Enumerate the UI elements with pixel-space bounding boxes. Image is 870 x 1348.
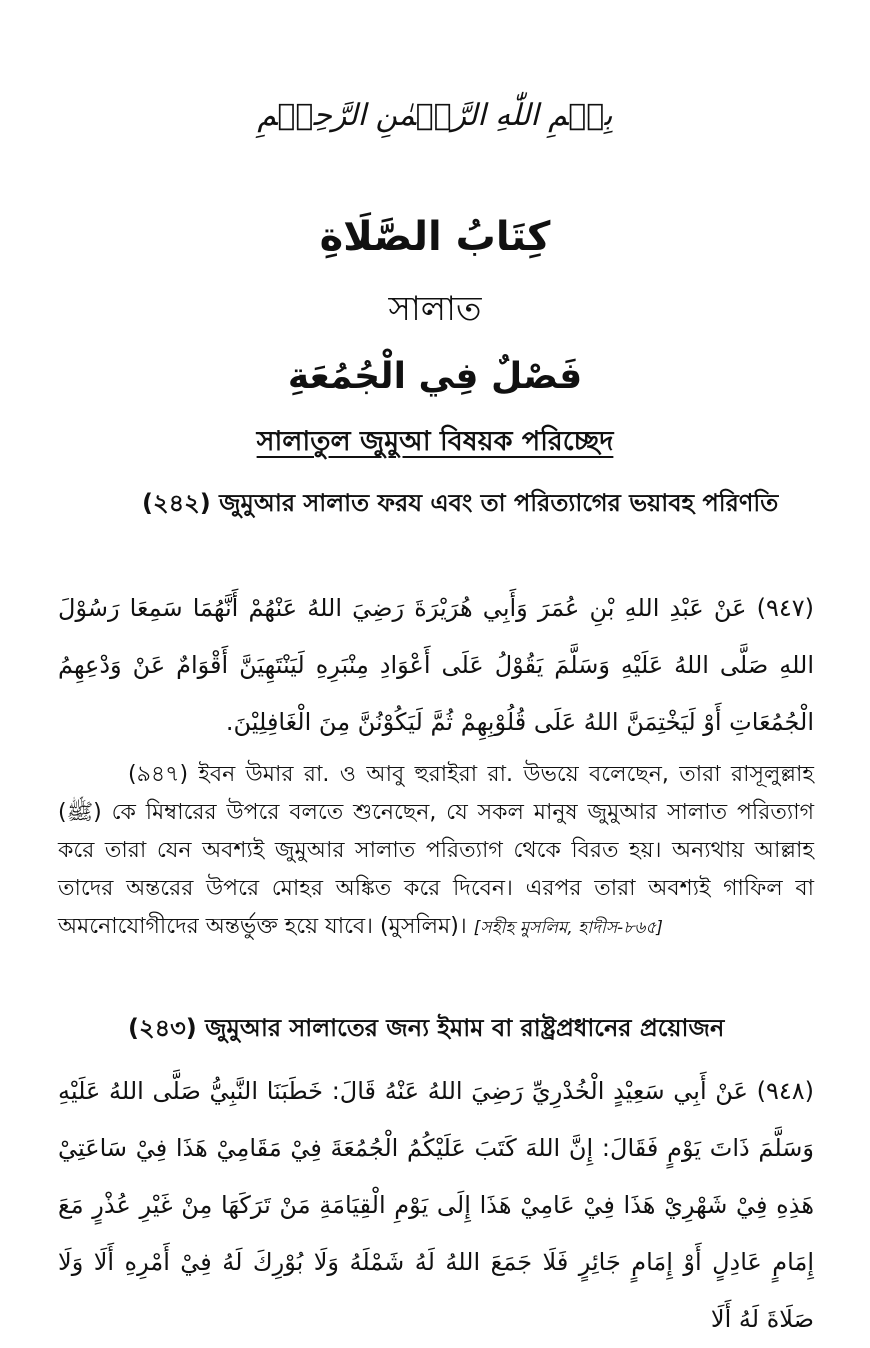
book-title-arabic: كِتَابُ الصَّلَاةِ — [319, 214, 551, 260]
chapter-title-bengali: সালাত — [388, 289, 482, 329]
section-title-bengali — [0, 420, 870, 464]
hadith-947-arabic: (٩٤٧) عَنْ عَبْدِ اللهِ بْنِ عُمَرَ وَأَبِي هُرَيْرَةَ رَضِيَ اللهُ عَنْهُمْ أَنَّهُمَا سَمِعَا رَسُوْلَ اللهِ صَلَّى اللهُ عَلَيْهِ وَسَلَّمَ يَقُوْلُ عَلَى أَعْوَادِ مِنْبَرِهِ لَيَنْتَهِيَنَّ أَقْوَامٌ عَنْ وَدْعِهِمُ الْجُمُعَاتِ أَوْ لَيَخْتِمَنَّ اللهُ عَلَى قُلُوْبِهِمْ ثُمَّ لَيَكُوْنُنَّ مِنَ الْغَافِلِيْنَ. — [58, 594, 814, 736]
hadith-947-translation: (৯৪৭) ইবন উমার রা. ও আবু হুরাইরা রা. উভয়ে বলেছেন, তারা রাসূলুল্লাহ (ﷺ) কে মিম্বারের উপরে বলতে শুনেছেন, যে সকল মানুষ জুমুআর সালাত পরিত্যাগ করে তারা যেন অবশ্যই জুমুআর সালাত পরিত্যাগ থেকে বিরত হয়। অন্যথায় আল্লাহ তাদের অন্তরের উপরে মোহর অঙ্কিত করে দিবেন। এরপর তারা অবশ্যই গাফিল বা অমনোযোগীদের অন্তর্ভুক্ত হয়ে যাবে। (মুসলিম)। — [58, 762, 814, 939]
hadith-947-reference: [সহীহ মুসলিম, হাদীস-৮৬৫] — [473, 918, 663, 938]
section-title-arabic: فَصْلٌ فِي الْجُمُعَةِ — [287, 356, 583, 397]
heading-243: (২৪৩) জুমুআর সালাতের জন্য ইমাম বা রাষ্ট্রপ্রধানের প্রয়োজন — [128, 1014, 725, 1042]
section-title-bengali-text: সালাতুল জুমুআ বিষয়ক পরিচ্ছেদ — [256, 426, 614, 457]
basmala-calligraphy: بِسۡمِ اللّٰهِ الرَّحۡمٰنِ الرَّحِيۡمِ — [257, 98, 613, 133]
hadith-948-arabic: (٩٤٨) عَنْ أَبِي سَعِيْدٍ الْخُدْرِيِّ رَضِيَ اللهُ عَنْهُ قَالَ: خَطَبَنَا النَّبِيُّ صَلَّى اللهُ عَلَيْهِ وَسَلَّمَ ذَاتَ يَوْمٍ فَقَالَ: إِنَّ اللهَ كَتَبَ عَلَيْكُمُ الْجُمُعَةَ فِيْ مَقَامِيْ هَذَا فِيْ سَاعَتِيْ هَذِهِ فِيْ شَهْرِيْ هَذَا فِيْ عَامِيْ هَذَا إِلَى يَوْمِ الْقِيَامَةِ مَنْ تَرَكَهَا مِنْ غَيْرِ عُذْرٍ مَعَ إِمَامٍ عَادِلٍ أَوْ إِمَامٍ جَائِرٍ فَلَا جَمَعَ اللهُ لَهُ شَمْلَهُ وَلَا بُوْرِكَ لَهُ فِيْ أَمْرِهِ أَلَا وَلَا صَلَاةَ لَهُ أَلَا — [58, 1077, 814, 1333]
hadith-947-bengali — [58, 756, 814, 947]
heading-242: (২৪২) জুমুআর সালাত ফরয এবং তা পরিত্যাগের ভয়াবহ পরিণতি — [142, 489, 779, 517]
